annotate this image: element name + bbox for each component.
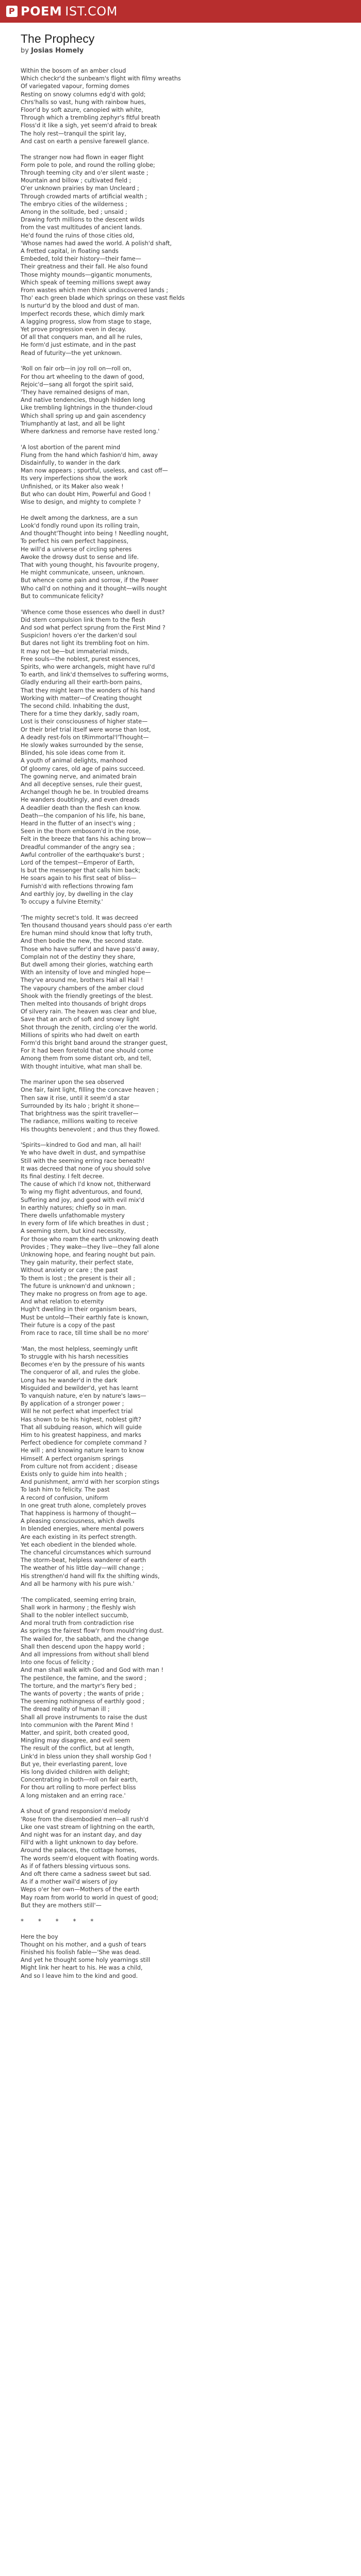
poem-line: To lash him to felicity. The past	[21, 1486, 110, 1494]
poem-line: Embeded, told their history—their fame—	[21, 256, 141, 263]
poem-line: Link'd in bless union they shall worship God !	[21, 1753, 152, 1760]
poem-line: Or their brief trial itself were worse than lost,	[21, 726, 151, 733]
stanza	[21, 67, 361, 145]
poem-line: Which speak of teeming millions swept away	[21, 279, 151, 286]
poem-line: As springs the fairest flow'r from mould'ring dust.	[21, 1628, 164, 1635]
poem-line: from the vast multitudes of ancient lands.	[21, 224, 142, 231]
poem-line: And yet he thought some holy yearnings still	[21, 1957, 151, 1964]
poem-line: Hugh't dwelling in their organism bears,	[21, 1306, 137, 1313]
poem-line: Rejoic'd—sang all forgot the spirit said,	[21, 381, 134, 388]
poem-line: Provides ; They wake—they live—they fall alone	[21, 1243, 159, 1250]
poem-logo-icon: P	[6, 6, 18, 17]
poem-line: In earthly natures; chiefly so in man.	[21, 1204, 127, 1211]
poem-author[interactable]: Josias Homely	[31, 47, 84, 55]
poem-line: To wing my flight adventurous, and found,	[21, 1189, 143, 1196]
poem-line: Shall then descend upon the happy world ;	[21, 1643, 145, 1650]
poem-line: 'Man, the most helpless, seemingly unfit	[21, 1345, 138, 1352]
poem-line: Into one focus of felicity ;	[21, 1659, 94, 1666]
poem-line: For thou art rolling to more perfect bliss	[21, 1784, 136, 1791]
poem-line: His long divided children with delight;	[21, 1769, 130, 1776]
site-logo[interactable]	[6, 4, 118, 19]
poem-line: Finished his foolish fable—'She was dead.	[21, 1948, 141, 1956]
poem-line: As if of fathers blessing virtuous sons.	[21, 1862, 130, 1870]
poem-line: Like trembling lightnings in the thunder-cloud	[21, 404, 153, 412]
poem-line: Awoke the drowsy dust to sense and life.	[21, 553, 139, 561]
poem-line: Is but the messenger that calls him back;	[21, 867, 141, 874]
poem-line: The wants of poverty ; the wants of pride ;	[21, 1690, 144, 1698]
poem-line: To earth, and link'd themselves to suffering worms,	[21, 671, 169, 679]
poem-line: Yet prove progression even in decay.	[21, 326, 126, 333]
poem-line: Of variegated vapour, forming domes	[21, 83, 129, 90]
poem-line: That brightness was the spirit traveller—	[21, 1110, 139, 1117]
poem-line: The result of the conflict, but at length,	[21, 1745, 134, 1752]
poem-line: Thought on his mother, and a gush of tears	[21, 1941, 146, 1948]
poem-line: A seeming stern, but kind necessity,	[21, 1228, 126, 1235]
poem-line: In blended energies, where mental powers	[21, 1526, 144, 1533]
poem-line: Without anxiety or care ; the past	[21, 1267, 118, 1274]
logo-main-text: POEM	[21, 4, 62, 19]
poem-line: But whence come pain and sorrow, if the Power	[21, 577, 159, 584]
poem-line: Which shall spring up and gain ascendency	[21, 412, 146, 419]
poem-line: A fretted capital, in floating sands	[21, 247, 119, 255]
poem-line: He will'd a universe of circling spheres	[21, 546, 132, 553]
poem-line: Their future is a copy of the past	[21, 1321, 115, 1329]
poem-line: They make no progress on from age to age.	[21, 1291, 147, 1298]
poem-line: But dwell among their glories, watching earth	[21, 961, 153, 968]
stanza	[21, 1345, 361, 1588]
poem-line: Among in the solitude, bed ; unsaid ;	[21, 208, 127, 215]
poem-line: But ye, their everlasting parent, love	[21, 1760, 127, 1768]
poem-line: Form'd this bright band around the stranger guest,	[21, 1039, 168, 1046]
poem-line: Millions of spirits who had dwelt on earth	[21, 1031, 139, 1039]
poem-line: He form'd just estimate, and in the past	[21, 342, 136, 349]
poem-line: Those mighty mounds—gigantic monuments,	[21, 271, 152, 278]
poem-line: With thought intuitive, what man shall be.	[21, 1063, 142, 1070]
poem-line: He will ; and knowing nature learn to know	[21, 1447, 144, 1454]
poem-line: And punishment, arm'd with her scorpion stings	[21, 1479, 159, 1486]
poem-line: Into communion with the Parent Mind !	[21, 1721, 134, 1728]
section-separator: * * * * *	[21, 1917, 100, 1925]
site-header	[0, 0, 361, 23]
poem-line: That happiness is harmony of thought—	[21, 1510, 137, 1517]
poem-line: Then melted into thousands of bright drops	[21, 1000, 146, 1007]
poem-line: Floor'd by soft azure, canopied with white,	[21, 107, 143, 114]
poem-line: Through teeming city and o'er silent waste ;	[21, 169, 149, 176]
poem-line: Free souls—the noblest, purest essences,	[21, 655, 140, 663]
poem-line: That with young thought, his favourite progeny,	[21, 561, 159, 568]
poem-line: Death—the companion of his life, his bane,	[21, 812, 145, 819]
poem-line: The seeming nothingness of earthly good ;	[21, 1698, 145, 1705]
stanza	[21, 154, 361, 357]
poem-line: The cause of which I'd know not, thitherward	[21, 1181, 151, 1188]
poem-line: A pleasing consciousness, which dwells	[21, 1518, 135, 1525]
poem-line: And man shall walk with God and God with man !	[21, 1667, 163, 1674]
poem-line: Still with the seeming erring race beneath!	[21, 1157, 145, 1164]
poem-line: 'Roll on fair orb—in joy roll on—roll on,	[21, 365, 132, 372]
poem-line: The mariner upon the sea observed	[21, 1079, 124, 1086]
poem-line: A lagging progress, slow from stage to stage,	[21, 318, 152, 325]
poem-line: The chanceful circumstances which surround	[21, 1549, 151, 1556]
poem-line: Which checkr'd the sunbeam's flight with filmy wreaths	[21, 75, 181, 82]
stanza	[21, 608, 361, 906]
poem-line: Spirits, who were archangels, might have rul'd	[21, 663, 155, 670]
poem-line: Ten thousand thousand years should pass o'er earth	[21, 922, 172, 929]
poem-line: Archangel though he be. In troubled dreams	[21, 789, 149, 796]
poem-line: The vapoury chambers of the amber cloud	[21, 985, 144, 992]
poem-line: Working with matter—of Creating thought	[21, 694, 142, 702]
poem-line: Misguided and bewilder'd, yet has learnt	[21, 1384, 138, 1392]
stanza	[21, 1807, 361, 1909]
poem-line: And thought'Thought into being ! Needling nought,	[21, 530, 169, 537]
poem-line: Are each existing in its perfect strength.	[21, 1533, 137, 1540]
poem-line: Tho' each green blade which springs on these vast fields	[21, 295, 185, 302]
poem-line: Blinded, his sole ideas come from it.	[21, 750, 126, 757]
poem-line: The gowning nerve, and animated brain	[21, 773, 137, 780]
poem-line: The pestilence, the famine, and the sword ;	[21, 1674, 146, 1682]
logo-suffix-text: IST.COM	[65, 4, 118, 19]
poem-line: Their greatness and their fall. He also found	[21, 263, 148, 270]
poem-line: He slowly wakes surrounded by the sense,	[21, 741, 144, 749]
poem-line: Might link her heart to his. He was a child,	[21, 1964, 143, 1972]
poem-line: They've around me, brothers Hail all Hail !	[21, 977, 143, 984]
poem-line: To them is lost ; the present is their all ;	[21, 1275, 136, 1282]
poem-line: Unknowing hope, and fearing nought but pain.	[21, 1251, 156, 1259]
poem-line: Shall all prove instruments to raise the dust	[21, 1714, 147, 1721]
poem-line: Chrs'halls so vast, hung with rainbow hues,	[21, 98, 146, 106]
poem-line: Here the boy	[21, 1933, 58, 1940]
poem-line: Mingling may disagree, and evil seem	[21, 1737, 130, 1744]
poem-line: There for a time they darkly, sadly roam,	[21, 710, 139, 718]
poem-line: Ye who have dwelt in dust, and sympathise	[21, 1149, 146, 1157]
poem-line: As if a mother wail'd wisers of joy	[21, 1878, 118, 1886]
poem-line: Heard in the flutter of an insect's wing ;	[21, 820, 136, 827]
poem-line: Around the palaces, the cottage homes,	[21, 1847, 137, 1854]
poem-line: 'The complicated, seeming erring brain,	[21, 1596, 136, 1603]
poem-line: His strengthen'd hand will fix the shifting winds,	[21, 1572, 160, 1580]
poem-line: He soars again to his first seat of bliss—	[21, 875, 137, 882]
poem-line: Awful controller of the earthquake's burst ;	[21, 851, 144, 858]
poem-line: That they might learn the wonders of his hand	[21, 687, 155, 694]
poem-line: Of all that conquers man, and all he rules,	[21, 334, 143, 341]
poem-line: The conqueror of all, and rules the globe.	[21, 1369, 140, 1376]
poem-line: Who call'd on nothing and it thought—wills nought	[21, 585, 167, 592]
poem-line: Perfect obedience for complete command ?	[21, 1439, 147, 1447]
poem-line: Complain not of the destiny they share,	[21, 953, 136, 960]
poem-line: Look'd fondly round upon its rolling train,	[21, 522, 140, 529]
stanza	[21, 1078, 361, 1133]
poem-line: 'Spirits—kindred to God and man, all hail!	[21, 1142, 141, 1149]
poem-line: Mountain and billow ; cultivated field ;	[21, 177, 132, 184]
poem-line: Lord of the tempest—Emperor of Earth,	[21, 859, 135, 866]
poem-line: Its final destiny. I felt decree.	[21, 1173, 104, 1180]
stanza	[21, 1933, 361, 1980]
poem-line: May roam from world to world in quest of good;	[21, 1894, 158, 1901]
poem-line: Floss'd it like a sigh, yet seem'd afraid to break	[21, 122, 157, 129]
poem-line: He wanders doubtingly, and even dreads	[21, 796, 140, 804]
poem-line: And oft there came a sadness sweet but sad.	[21, 1870, 151, 1877]
poem-line: Flung from the hand which fashion'd him, away	[21, 451, 158, 459]
poem-line: To occupy a fulvine Eternity.'	[21, 899, 103, 906]
poem-line: It may not be—but immaterial minds,	[21, 648, 129, 655]
poem-line: The torture, and the martyr's fiery bed ;	[21, 1682, 137, 1689]
poem-line: Among them from some distant orb, and tell,	[21, 1055, 152, 1062]
poem-line: The storm-beat, helpless wanderer of earth	[21, 1557, 146, 1564]
poem-line: 'A lost abortion of the parent mind	[21, 444, 121, 451]
poem-line: And night was for an instant day, and day	[21, 1831, 142, 1838]
poem-line: 'The mighty secret's told. It was decreed	[21, 914, 138, 921]
poem-line: Furnish'd with reflections throwing fam	[21, 883, 133, 890]
poem-line: And all deceptive senses, rule their guest,	[21, 781, 142, 788]
poem-line: And all be harmony with his pure wish.'	[21, 1580, 135, 1587]
poem-line: The holy rest—tranquil the spirit lay,	[21, 130, 126, 137]
poem-line: Form pole to pole, and round the rolling globe;	[21, 161, 155, 168]
poem-line: Within the bosom of an amber cloud	[21, 67, 126, 74]
poem-line: A youth of animal delights, manhood	[21, 757, 128, 765]
poem-line: Drawing forth millions to the descent wilds	[21, 216, 145, 224]
poem-line: The second child. Inhabiting the dust,	[21, 702, 130, 709]
poem-line: And all impressions from without shall blend	[21, 1651, 149, 1658]
poem-line: Like one vast stream of lightning on the earth,	[21, 1823, 155, 1831]
poem-line: The weather of his little day—will change ;	[21, 1565, 144, 1572]
poem-line: In every form of life which breathes in dust ;	[21, 1220, 149, 1227]
poem-line: To struggle with his harsh necessities	[21, 1353, 128, 1360]
poem-line: Suspicion! hovers o'er the darken'd soul	[21, 632, 137, 639]
poem-line: Ere human mind should know that lofty truth,	[21, 930, 153, 937]
poem-line: Is nurtur'd by the blood and dust of man.	[21, 302, 140, 310]
poem-line: A long mistaken and an erring race.'	[21, 1792, 126, 1799]
poem-line: Through which a trembling zephyr's fitful breath	[21, 114, 160, 122]
stanza	[21, 444, 361, 506]
poem-line: The radiance, millions waiting to receive	[21, 1118, 138, 1125]
poem-line: Then saw it rise, until it seem'd a star	[21, 1094, 130, 1101]
poem-line: Triumphantly at last, and all be light	[21, 420, 125, 427]
poem-line: Seen in the thorn embosom'd in the rose,	[21, 828, 141, 835]
poem-line: Where darkness and remorse have rested long.'	[21, 428, 160, 435]
poem-line: Gladly enduring all their earth-born pains,	[21, 679, 142, 686]
poem-line: With an intensity of love and mingled hope—	[21, 969, 151, 976]
poem-line: He might communicate, unseen, unknown.	[21, 569, 145, 577]
poem-line: Must be untold—Their earthly fate is known,	[21, 1314, 149, 1321]
poem-line: Resting on snowy columns edg'd with gold;	[21, 91, 146, 98]
poem-line: It was decreed that none of you should solve	[21, 1165, 151, 1172]
poem-line: Him to his greatest happiness, and marks	[21, 1432, 141, 1439]
poem-line: Fill'd with a light unknown to day before.	[21, 1839, 138, 1846]
poem-line: A deadly rest-fols on tRimmortal'l'Thought—	[21, 734, 149, 741]
stanza	[21, 514, 361, 600]
poem-line: Shot through the zenith, circling o'er the world.	[21, 1024, 157, 1031]
stanza	[21, 1141, 361, 1337]
poem-line: Will he not perfect what imperfect trial	[21, 1408, 133, 1415]
poem-line: Wise to design, and mighty to complete ?	[21, 499, 141, 506]
poem-line: Himself. A perfect organism springs	[21, 1455, 124, 1462]
poem-line: They gain maturity, their perfect state,	[21, 1259, 134, 1266]
poem-line: The embryo cities of the wilderness ;	[21, 200, 127, 208]
poem-line: Concentrating in both—roll on fair earth,	[21, 1776, 138, 1784]
poem-line: From wastes which men think undiscovered lands ;	[21, 286, 168, 294]
poem-line: But to communicate felicity?	[21, 592, 104, 600]
poem-line: That all subduing reason, which will guide	[21, 1423, 142, 1431]
poem-line: Exists only to guide him into health ;	[21, 1471, 127, 1478]
poem-line: Weps o'er her own—Mothers of the earth	[21, 1886, 140, 1893]
poem-line: And so I leave him to the kind and good.	[21, 1972, 138, 1979]
poem-line: To perfect his own perfect happiness,	[21, 538, 128, 545]
poem-line: To vanquish nature, e'en by nature's laws—	[21, 1393, 146, 1399]
poem-line: The future is unknown'd and unknown ;	[21, 1282, 135, 1290]
poem-line: Felt in the breeze that fans his aching brow—	[21, 836, 152, 843]
poem-line: In one great truth alone, completely proves	[21, 1502, 146, 1509]
poem-line: A shout of grand responsion'd melody	[21, 1808, 130, 1815]
poem-line: 'Whose names had awed the world. A polish'd shaft,	[21, 240, 172, 247]
poem-line: Lost is their consciousness of higher state—	[21, 718, 148, 725]
poem-line: But who can doubt Him, Powerful and Good !	[21, 490, 151, 498]
poem-line: Of gloomy cares, old age of pains succeed.	[21, 765, 145, 772]
poem-line: And what relation to eternity	[21, 1298, 104, 1306]
poem-line: Through crowded marts of artificial wealth ;	[21, 193, 147, 200]
poem-line: O'er unknown prairies by man Uncleard ;	[21, 185, 139, 192]
poem-line: And sod what perfect sprung from the First Mind ?	[21, 624, 166, 631]
poem-line: But dares not light its trembling foot on him.	[21, 640, 150, 647]
poem-content	[0, 23, 361, 1980]
poem-line: One fair, faint light, filling the concave heaven ;	[21, 1087, 159, 1094]
poem-line: For thou art wheeling to the dawn of good,	[21, 373, 144, 380]
poem-line: The stranger now had flown in eager flight	[21, 154, 144, 161]
poem-body	[21, 67, 361, 1909]
poem-line: For those who roam the earth unknowing death	[21, 1235, 158, 1243]
poem-line: Dreadful commander of the angry sea ;	[21, 843, 135, 851]
poem-line: Unfinished, or its Maker also weak !	[21, 483, 124, 490]
poem-line: Becomes e'en by the pressure of his wants	[21, 1361, 145, 1368]
poem-line: Save that an arch of soft and snowy light	[21, 1016, 139, 1023]
poem-line: And cast on earth a pensive farewell glance.	[21, 138, 150, 145]
poem-line: Surrounded by its halo ; bright it shone—	[21, 1102, 140, 1109]
byline-prefix: by	[21, 47, 29, 55]
poem-line: Did stern compulsion link them to the flesh	[21, 616, 145, 623]
poem-line: A record of confusion, uniform	[21, 1494, 108, 1501]
poem-line: Long has he wander'd in the dark	[21, 1377, 118, 1384]
poem-line: Shook with the friendly greetings of the blest.	[21, 992, 153, 999]
poem-line: From culture not from accident ; disease	[21, 1463, 138, 1470]
poem-line: Shall work in harmony ; the fleshly wish	[21, 1604, 136, 1611]
poem-line: The dread reality of human ill ;	[21, 1706, 110, 1713]
poem-line: He dwelt among the darkness, are a sun	[21, 514, 138, 521]
poem-line: Man now appears ; sportful, useless, and cast off—	[21, 467, 168, 474]
poem-line: Disdainfully, to wander in the dark	[21, 460, 121, 467]
poem-line: And moral truth from contradiction rise	[21, 1620, 134, 1627]
poem-line: Has shown to be his highest, noblest gift?	[21, 1416, 141, 1423]
poem-body-ending	[21, 1933, 361, 1980]
poem-line: Of silvery rain. The heaven was clear and blue,	[21, 1008, 157, 1015]
poem-line: And then bodie the new, the second state.	[21, 938, 144, 945]
stanza	[21, 365, 361, 435]
stanza	[21, 1596, 361, 1800]
poem-line: From race to race, till time shall be no more'	[21, 1330, 149, 1337]
poem-line: Those who have suffer'd and have pass'd away,	[21, 945, 159, 953]
poem-line: He'd found the ruins of those cities old,	[21, 232, 135, 239]
poem-line: 'Whence come those essences who dwell in dust?	[21, 608, 165, 616]
poem-line: The words seem'd eloquent with floating words.	[21, 1855, 159, 1862]
poem-line: His thoughts benevolent ; and thus they flowed.	[21, 1126, 160, 1133]
poem-line: The wailed for, the sabbath, and the change	[21, 1635, 149, 1642]
poem-line: For it had been foretold that one should come	[21, 1047, 154, 1055]
poem-line: 'They have remained designs of man,	[21, 388, 130, 396]
poem-line: Shall to the nobler intellect succumb,	[21, 1612, 129, 1619]
poem-line: And native tendencies, though hidden long	[21, 397, 145, 404]
poem-line: But they are mothers still'—	[21, 1902, 102, 1909]
poem-line: And earthly joy, by dwelling in the clay	[21, 890, 134, 897]
poem-line: Suffering and joy, and good with evil mix'd	[21, 1196, 144, 1204]
poem-line: Read of futurity—the yet unknown.	[21, 349, 122, 357]
poem-line: By application of a stronger power ;	[21, 1400, 124, 1408]
poem-line: Imperfect records these, which dimly mark	[21, 310, 145, 317]
poem-line: Yet each obedient in the blended whole.	[21, 1541, 137, 1548]
poem-line: Its very imperfections show the work	[21, 475, 128, 482]
stanza	[21, 914, 361, 1071]
poem-byline	[21, 47, 361, 55]
poem-line: There dwells unfathomable mystery	[21, 1212, 125, 1219]
poem-line: Matter, and spirit, both created good,	[21, 1730, 129, 1737]
poem-line: 'Rose from the disembodied men—all rush'd	[21, 1816, 149, 1823]
poem-line: A deadlier death than the flesh can know.	[21, 804, 141, 811]
poem-title: The Prophecy	[21, 32, 95, 45]
